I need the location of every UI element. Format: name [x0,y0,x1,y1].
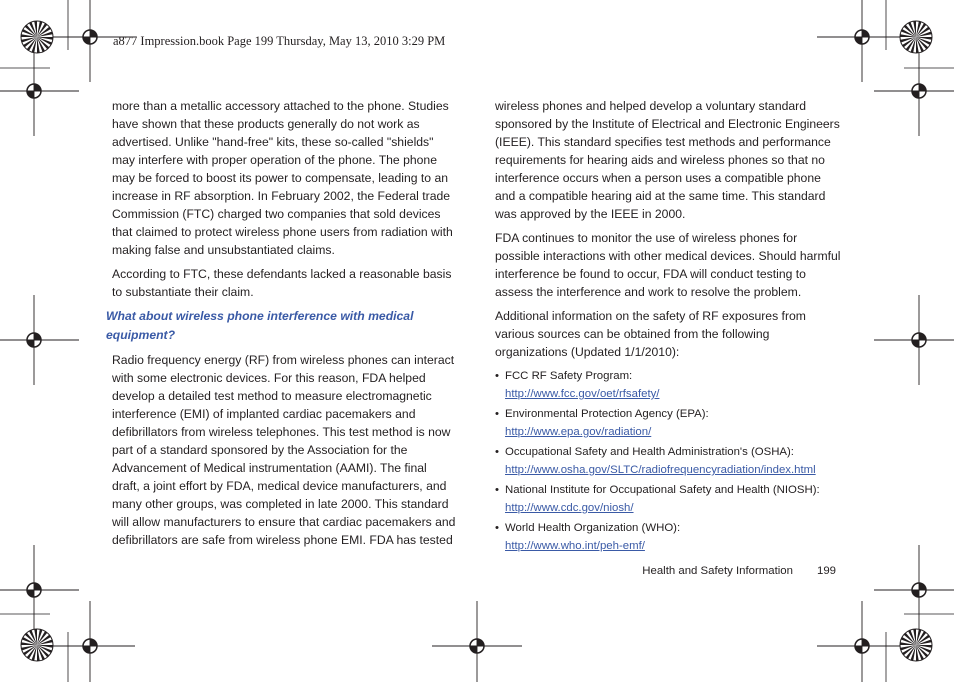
footer-section-title: Health and Safety Information [642,565,793,577]
crosshair-mark-icon [817,601,907,682]
paragraph: Radio frequency energy (RF) from wireless phones can interact with some electronic devices. For this reason, FDA helped develop a detailed test method to measure electromagnetic interference (EMI) of implanted cardiac pacemakers and defibrillators from wireless telephones. This test method is now part of a standard sponsored by the Association for the Advancement of Medical instrumentation (AAMI). The final draft, a joint effort by FDA, medical device manufacturers, and many other groups, was completed in late 2000. This standard will allow manufacturers to ensure that cardiac pacemakers and defibrillators are safe from wireless phone EMI. FDA has tested [112,353,456,547]
bullet-icon: • [495,522,499,534]
paragraph: Additional information on the safety of RF exposures from various sources can be obtained from the following organizations (Updated 1/1/2010): [495,309,806,359]
org-link[interactable]: http://www.epa.gov/radiation/ [505,426,652,438]
list-item [495,519,841,555]
starburst-mark-icon [21,629,53,661]
bullet-icon: • [495,446,499,458]
bullet-icon: • [495,484,499,496]
paragraph: According to FTC, these defendants lacked a reasonable basis to substantiate their claim. [112,267,452,299]
paragraph: more than a metallic accessory attached to the phone. Studies have shown that these products generally do not work as advertised. Unlike "hand-free" kits, these so-called "shields" may interfere with proper operation of the phone. The phone may be forced to boost its power to compensate, leading to an increase in RF absorption. In February 2002, the Federal trade Commission (FTC) charged two companies that sold devices that claimed to protect wireless phone users from radiation with making false and unsubstantiated claims. [112,99,453,257]
org-name: FCC RF Safety Program: [505,370,633,382]
organization-list [495,367,841,555]
left-column [106,97,457,555]
list-item [495,405,841,441]
paragraph: wireless phones and helped develop a voluntary standard sponsored by the Institute of Electrical and Electronic Engineers (IEEE). This standard specifies test methods and performance requirements for hearing aids and wireless phones so that no interference occurs when a person uses a compatible phone and a compatible hearing aid at the same time. This standard was approved by the IEEE in 2000. [495,99,840,221]
org-name: National Institute for Occupational Safety and Health (NIOSH): [505,484,820,496]
crosshair-mark-icon [432,601,522,682]
question-heading: What about wireless phone interference with medical equipment? [106,309,414,342]
right-column [495,97,841,557]
crosshair-mark-icon [0,46,79,136]
bullet-icon: • [495,370,499,382]
org-name: World Health Organization (WHO): [505,522,681,534]
page-footer [642,565,836,577]
crosshair-mark-icon [0,295,79,385]
starburst-mark-icon [900,629,932,661]
print-slug-header: a877 Impression.book Page 199 Thursday, May 13, 2010 3:29 PM [113,34,446,48]
org-name: Occupational Safety and Health Administration's (OSHA): [505,446,794,458]
crosshair-mark-icon [874,46,954,136]
list-item [495,367,841,403]
bullet-icon: • [495,408,499,420]
page-number: 199 [816,565,836,577]
list-item [495,443,841,479]
org-name: Environmental Protection Agency (EPA): [505,408,709,420]
list-item [495,481,841,517]
crosshair-mark-icon [0,545,79,635]
org-link[interactable]: http://www.fcc.gov/oet/rfsafety/ [505,388,660,400]
paragraph: FDA continues to monitor the use of wireless phones for possible interactions with other medical devices. Should harmful interference be found to occur, FDA will conduct testing to assess the interference and work to resolve the problem. [495,231,841,299]
org-link[interactable]: http://www.who.int/peh-emf/ [505,540,645,552]
crosshair-mark-icon [874,545,954,635]
crosshair-mark-icon [817,0,907,82]
org-link[interactable]: http://www.cdc.gov/niosh/ [505,502,634,514]
starburst-mark-icon [900,21,932,53]
crosshair-mark-icon [45,601,135,682]
org-link[interactable]: http://www.osha.gov/SLTC/radiofrequencyradiation/index.html [505,464,816,476]
crosshair-mark-icon [874,295,954,385]
starburst-mark-icon [21,21,53,53]
